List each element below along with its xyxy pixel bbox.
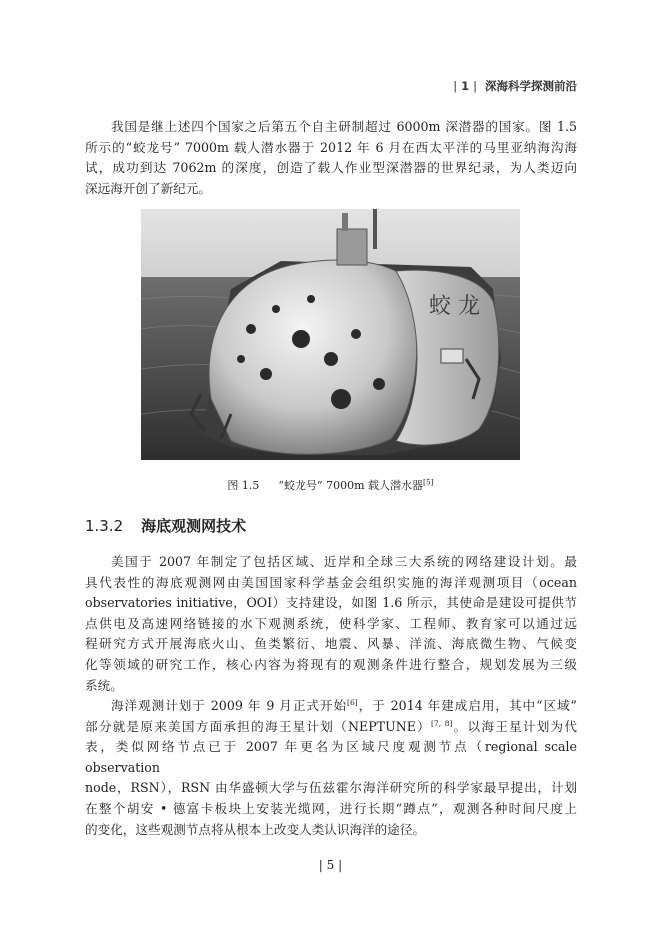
chapter-number: 1 bbox=[461, 79, 470, 93]
header-divider: | bbox=[473, 79, 477, 93]
text-line: 深远海开创了新纪元。 bbox=[85, 180, 211, 196]
text-run: 海洋观测计划于 2009 年 9 月正式开始 bbox=[111, 698, 348, 713]
figure-caption bbox=[0, 477, 661, 493]
citation: [7, 8] bbox=[431, 718, 453, 728]
text-line: 我国是继上述四个国家之后第五个自主研制超过 6000m 深潜器的国家。图 1.5 bbox=[111, 119, 577, 134]
text-run: 。以海王星计划为代 bbox=[452, 718, 577, 734]
running-header bbox=[449, 78, 577, 94]
hull-lettering: 蛟 龙 bbox=[429, 294, 480, 319]
text-line: 试，成功到达 7062m 的深度，创造了载人作业型深潜器的世界纪录，为人类迈向 bbox=[85, 160, 577, 176]
text-line: 点供电及高速网络链接的水下观测系统，使科学家、工程师、教育家可以通过远 bbox=[85, 615, 577, 631]
text-line bbox=[85, 696, 577, 717]
section-number: 1.3.2 bbox=[85, 517, 124, 535]
text-line: 的变化，这些观测节点将从根本上改变人类认识海洋的途径。 bbox=[85, 821, 426, 837]
body-paragraph bbox=[85, 696, 577, 840]
section-title: 海底观测网技术 bbox=[141, 517, 247, 535]
caption-reference: [5] bbox=[423, 477, 434, 487]
intro-paragraph bbox=[85, 117, 577, 199]
footer-divider: | bbox=[318, 858, 323, 872]
text-line: 系统。 bbox=[85, 677, 123, 693]
text-line: 所示的“蛟龙号” 7000m 载人潜水器于 2012 年 6 月在西太平洋的马里亚纳海沟海 bbox=[85, 139, 577, 155]
text-run: ，于 2014 年建成启用，其中“区域” bbox=[357, 698, 577, 713]
submersible-photo bbox=[141, 209, 520, 460]
text-line bbox=[85, 717, 577, 738]
header-divider: | bbox=[453, 79, 458, 93]
caption-text: “蛟龙号” 7000m 载人潜水器 bbox=[278, 479, 424, 492]
text-run: 部分就是原来美国方面承担的海王星计划（NEPTUNE） bbox=[85, 718, 431, 734]
text-line: 美国于 2007 年制定了包括区域、近岸和全球三大系统的网络建设计划。最 bbox=[111, 554, 577, 569]
text-line: 具代表性的海底观测网由美国国家科学基金会组织实施的海洋观测项目（ocean bbox=[85, 574, 577, 590]
citation: [6] bbox=[347, 697, 358, 707]
footer-divider: | bbox=[338, 858, 343, 872]
page-number: 5 bbox=[326, 858, 335, 872]
section-heading bbox=[85, 515, 246, 536]
text-line: 化等领域的研究工作，核心内容为将现有的观测条件进行整合，规划发展为三级 bbox=[85, 656, 577, 672]
text-line: 表，类似网络节点已于 2007 年更名为区域尺度观测节点（regional scale observation bbox=[85, 739, 577, 775]
text-line: 程研究方式开展海底火山、鱼类繁衍、地震、风暴、洋流、海底微生物、气候变 bbox=[85, 636, 577, 652]
page-footer bbox=[0, 858, 661, 872]
running-title: 深海科学探测前沿 bbox=[485, 79, 577, 93]
body-paragraph bbox=[85, 552, 577, 696]
text-line: 在整个胡安 • 德富卡板块上安装光缆网，进行长期“蹲点”，观测各种时间尺度上 bbox=[85, 800, 577, 816]
text-line: observatories initiative，OOI）支持建设，如图 1.6 所示，其使命是建设可提供节 bbox=[85, 595, 577, 611]
text-line: node，RSN），RSN 由华盛顿大学与伍兹霍尔海洋研究所的科学家最早提出，计划 bbox=[85, 780, 577, 796]
caption-label: 图 1.5 bbox=[227, 479, 260, 492]
